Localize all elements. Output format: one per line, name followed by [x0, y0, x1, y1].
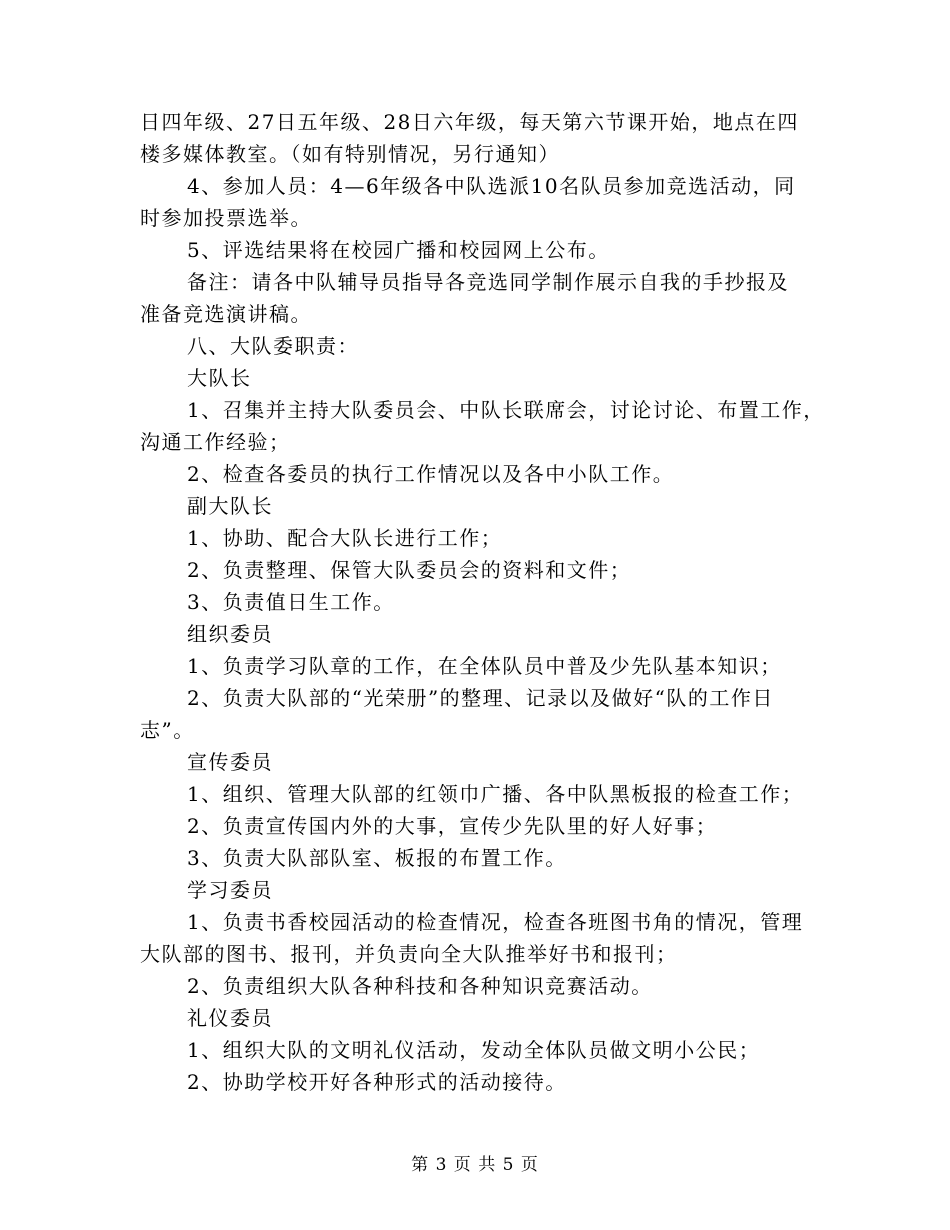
body-line: 日四年级、27日五年级、28日六年级，每天第六节课开始，地点在四 — [140, 110, 799, 134]
body-line: 1、负责书香校园活动的检查情况，检查各班图书角的情况，管理 — [187, 910, 804, 934]
role-heading: 组织委员 — [187, 622, 273, 646]
body-line: 楼多媒体教室。（如有特别情况，另行通知） — [140, 142, 560, 166]
body-line: 2、负责大队部的“光荣册”的整理、记录以及做好“队的工作日 — [187, 686, 774, 710]
body-line: 沟通工作经验； — [140, 430, 291, 454]
body-line: 1、协助、配合大队长进行工作； — [187, 526, 503, 550]
body-line: 5、评选结果将在校园广播和校园网上公布。 — [187, 238, 610, 262]
role-heading: 学习委员 — [187, 878, 273, 902]
role-heading: 大队长 — [187, 366, 252, 390]
body-line: 备注：请各中队辅导员指导各竞选同学制作展示自我的手抄报及 — [187, 270, 789, 294]
body-line: 准备竞选演讲稿。 — [140, 302, 312, 326]
page-number-footer: 第 3 页 共 5 页 — [411, 1155, 539, 1175]
body-line: 1、负责学习队章的工作，在全体队员中普及少先队基本知识； — [187, 654, 782, 678]
body-line: 2、负责整理、保管大队委员会的资料和文件； — [187, 558, 632, 582]
role-heading: 副大队长 — [187, 494, 273, 518]
body-line: 志”。 — [140, 718, 195, 742]
body-line: 1、组织、管理大队部的红领巾广播、各中队黑板报的检查工作； — [187, 782, 804, 806]
body-line: 2、负责组织大队各种科技和各种知识竞赛活动。 — [187, 974, 653, 998]
section-heading: 八、大队委职责： — [187, 334, 359, 358]
body-line: 2、负责宣传国内外的大事，宣传少先队里的好人好事； — [187, 814, 718, 838]
body-line: 4、参加人员：4—6年级各中队选派10名队员参加竞选活动，同 — [187, 174, 796, 198]
role-heading: 礼仪委员 — [187, 1006, 273, 1030]
body-line: 3、负责大队部队室、板报的布置工作。 — [187, 846, 567, 870]
body-line: 1、召集并主持大队委员会、中队长联席会，讨论讨论、布置工作， — [187, 398, 825, 422]
body-line: 3、负责值日生工作。 — [187, 590, 395, 614]
role-heading: 宣传委员 — [187, 750, 273, 774]
body-line: 2、检查各委员的执行工作情况以及各中小队工作。 — [187, 462, 675, 486]
body-line: 大队部的图书、报刊，并负责向全大队推举好书和报刊； — [140, 942, 678, 966]
body-line: 时参加投票选举。 — [140, 206, 312, 230]
body-line: 1、组织大队的文明礼仪活动，发动全体队员做文明小公民； — [187, 1038, 761, 1062]
body-line: 2、协助学校开好各种形式的活动接待。 — [187, 1070, 567, 1094]
document-body — [140, 106, 830, 1098]
